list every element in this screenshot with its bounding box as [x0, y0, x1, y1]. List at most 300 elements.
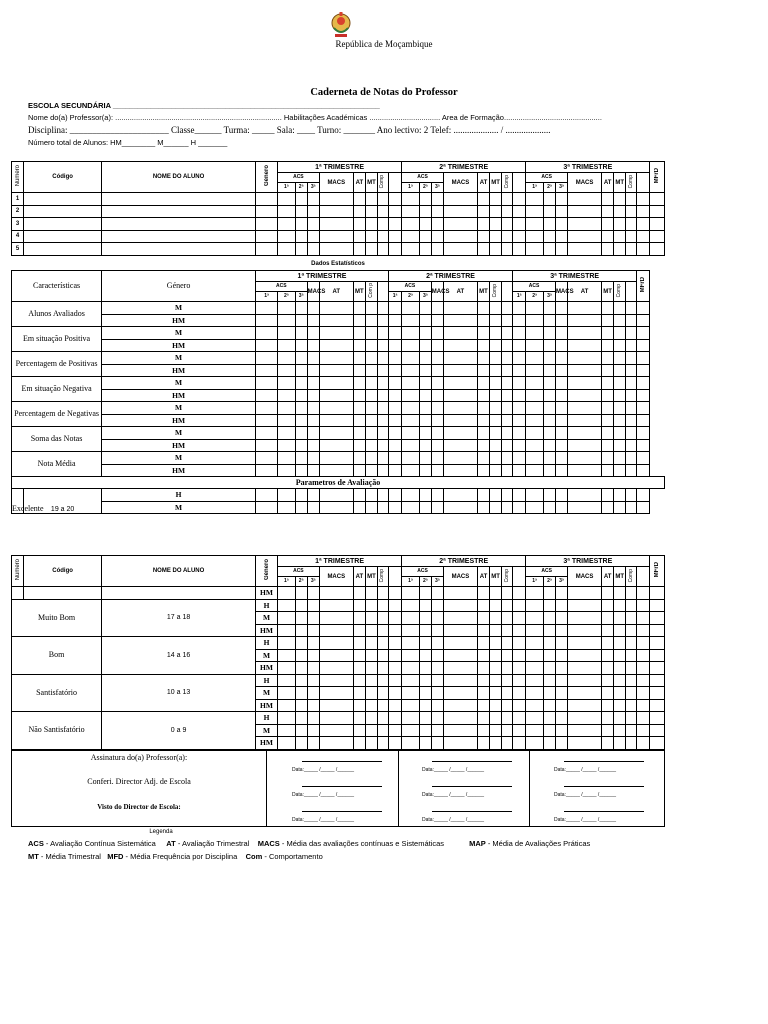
- grade-cell[interactable]: [637, 599, 650, 612]
- grade-cell[interactable]: [555, 637, 567, 650]
- grade-cell[interactable]: [443, 489, 477, 502]
- grade-cell[interactable]: [513, 624, 526, 637]
- grade-cell[interactable]: [307, 502, 319, 514]
- grade-cell[interactable]: [526, 687, 544, 700]
- grade-cell[interactable]: [513, 489, 526, 502]
- grade-cell[interactable]: [365, 364, 377, 377]
- grade-cell[interactable]: [502, 587, 513, 600]
- grade-cell[interactable]: [602, 637, 614, 650]
- grade-cell[interactable]: [568, 737, 602, 750]
- grade-cell[interactable]: [388, 243, 401, 256]
- grade-cell[interactable]: [365, 599, 377, 612]
- grade-cell[interactable]: [377, 712, 388, 725]
- grade-cell[interactable]: [278, 314, 296, 327]
- grade-cell[interactable]: [526, 243, 544, 256]
- grade-cell[interactable]: [626, 712, 637, 725]
- grade-cell[interactable]: [443, 662, 477, 675]
- grade-cell[interactable]: [477, 662, 489, 675]
- grade-cell[interactable]: [307, 414, 319, 427]
- grade-cell[interactable]: [295, 389, 307, 402]
- grade-cell[interactable]: [650, 624, 665, 637]
- grade-cell[interactable]: [388, 230, 401, 243]
- grade-cell[interactable]: [526, 489, 544, 502]
- grade-cell[interactable]: [477, 230, 489, 243]
- grade-cell[interactable]: [490, 464, 502, 477]
- grade-cell[interactable]: [402, 662, 420, 675]
- grade-cell[interactable]: [319, 699, 353, 712]
- grade-cell[interactable]: [543, 624, 555, 637]
- grade-cell[interactable]: [568, 193, 602, 206]
- grade-cell[interactable]: [388, 339, 401, 352]
- grade-cell[interactable]: [307, 452, 319, 465]
- grade-cell[interactable]: [637, 724, 650, 737]
- grade-cell[interactable]: [295, 687, 307, 700]
- grade-cell[interactable]: [431, 302, 443, 315]
- grade-cell[interactable]: [614, 649, 626, 662]
- grade-cell[interactable]: [513, 243, 526, 256]
- grade-cell[interactable]: [477, 389, 489, 402]
- grade-cell[interactable]: [431, 612, 443, 625]
- grade-cell[interactable]: [614, 414, 626, 427]
- grade-cell[interactable]: [626, 230, 637, 243]
- grade-cell[interactable]: [490, 712, 502, 725]
- nome-cell[interactable]: [102, 230, 256, 243]
- grade-cell[interactable]: [555, 314, 567, 327]
- grade-cell[interactable]: [377, 314, 388, 327]
- grade-cell[interactable]: [555, 414, 567, 427]
- grade-cell[interactable]: [568, 314, 602, 327]
- grade-cell[interactable]: [502, 377, 513, 390]
- grade-cell[interactable]: [477, 327, 489, 340]
- grade-cell[interactable]: [443, 327, 477, 340]
- grade-cell[interactable]: [443, 612, 477, 625]
- grade-cell[interactable]: [365, 724, 377, 737]
- grade-cell[interactable]: [568, 674, 602, 687]
- grade-cell[interactable]: [602, 352, 614, 365]
- grade-cell[interactable]: [295, 489, 307, 502]
- grade-cell[interactable]: [402, 502, 420, 514]
- grade-cell[interactable]: [295, 427, 307, 440]
- grade-cell[interactable]: [513, 699, 526, 712]
- grade-cell[interactable]: [278, 699, 296, 712]
- grade-cell[interactable]: [477, 427, 489, 440]
- grade-cell[interactable]: [650, 637, 665, 650]
- grade-cell[interactable]: [295, 674, 307, 687]
- grade-cell[interactable]: [526, 352, 544, 365]
- grade-cell[interactable]: [256, 489, 278, 502]
- grade-cell[interactable]: [526, 464, 544, 477]
- grade-cell[interactable]: [307, 587, 319, 600]
- grade-cell[interactable]: [256, 452, 278, 465]
- grade-cell[interactable]: [419, 427, 431, 440]
- codigo-cell[interactable]: [24, 205, 102, 218]
- grade-cell[interactable]: [402, 737, 420, 750]
- grade-cell[interactable]: [626, 587, 637, 600]
- grade-cell[interactable]: [490, 489, 502, 502]
- grade-cell[interactable]: [295, 587, 307, 600]
- grade-cell[interactable]: [614, 352, 626, 365]
- grade-cell[interactable]: [388, 402, 401, 415]
- grade-cell[interactable]: [637, 737, 650, 750]
- grade-cell[interactable]: [388, 314, 401, 327]
- grade-cell[interactable]: [543, 649, 555, 662]
- grade-cell[interactable]: [513, 364, 526, 377]
- grade-cell[interactable]: [307, 243, 319, 256]
- grade-cell[interactable]: [431, 662, 443, 675]
- grade-cell[interactable]: [443, 243, 477, 256]
- grade-cell[interactable]: [295, 637, 307, 650]
- grade-cell[interactable]: [419, 389, 431, 402]
- grade-cell[interactable]: [477, 489, 489, 502]
- grade-cell[interactable]: [490, 612, 502, 625]
- grade-cell[interactable]: [602, 737, 614, 750]
- grade-cell[interactable]: [614, 218, 626, 231]
- grade-cell[interactable]: [431, 699, 443, 712]
- grade-cell[interactable]: [477, 587, 489, 600]
- grade-cell[interactable]: [568, 612, 602, 625]
- grade-cell[interactable]: [377, 687, 388, 700]
- grade-cell[interactable]: [650, 699, 665, 712]
- grade-cell[interactable]: [626, 737, 637, 750]
- grade-cell[interactable]: [568, 502, 602, 514]
- grade-cell[interactable]: [353, 587, 365, 600]
- grade-cell[interactable]: [526, 218, 544, 231]
- date-field[interactable]: Data:_____ /_____ /______: [422, 767, 484, 773]
- grade-cell[interactable]: [443, 712, 477, 725]
- grade-cell[interactable]: [402, 464, 420, 477]
- grade-cell[interactable]: [502, 464, 513, 477]
- grade-cell[interactable]: [490, 402, 502, 415]
- grade-cell[interactable]: [477, 674, 489, 687]
- grade-cell[interactable]: [637, 243, 650, 256]
- grade-cell[interactable]: [543, 377, 555, 390]
- grade-cell[interactable]: [365, 327, 377, 340]
- grade-cell[interactable]: [431, 193, 443, 206]
- grade-cell[interactable]: [637, 637, 650, 650]
- grade-cell[interactable]: [490, 193, 502, 206]
- grade-cell[interactable]: [388, 599, 401, 612]
- grade-cell[interactable]: [307, 687, 319, 700]
- grade-cell[interactable]: [490, 427, 502, 440]
- grade-cell[interactable]: [602, 389, 614, 402]
- grade-cell[interactable]: [443, 649, 477, 662]
- grade-cell[interactable]: [353, 489, 365, 502]
- grade-cell[interactable]: [307, 699, 319, 712]
- grade-cell[interactable]: [295, 302, 307, 315]
- grade-cell[interactable]: [513, 414, 526, 427]
- grade-cell[interactable]: [377, 364, 388, 377]
- grade-cell[interactable]: [513, 427, 526, 440]
- grade-cell[interactable]: [365, 712, 377, 725]
- grade-cell[interactable]: [388, 699, 401, 712]
- grade-cell[interactable]: [637, 402, 650, 415]
- grade-cell[interactable]: [307, 724, 319, 737]
- grade-cell[interactable]: [419, 624, 431, 637]
- grade-cell[interactable]: [388, 612, 401, 625]
- grade-cell[interactable]: [278, 737, 296, 750]
- grade-cell[interactable]: [614, 489, 626, 502]
- grade-cell[interactable]: [377, 502, 388, 514]
- grade-cell[interactable]: [431, 587, 443, 600]
- grade-cell[interactable]: [568, 402, 602, 415]
- grade-cell[interactable]: [388, 587, 401, 600]
- grade-cell[interactable]: [307, 302, 319, 315]
- grade-cell[interactable]: [543, 674, 555, 687]
- grade-cell[interactable]: [377, 649, 388, 662]
- grade-cell[interactable]: [353, 637, 365, 650]
- grade-cell[interactable]: [637, 662, 650, 675]
- grade-cell[interactable]: [526, 439, 544, 452]
- grade-cell[interactable]: [319, 599, 353, 612]
- grade-cell[interactable]: [307, 218, 319, 231]
- grade-cell[interactable]: [650, 230, 665, 243]
- grade-cell[interactable]: [526, 327, 544, 340]
- grade-cell[interactable]: [555, 193, 567, 206]
- grade-cell[interactable]: [443, 624, 477, 637]
- grade-cell[interactable]: [543, 599, 555, 612]
- grade-cell[interactable]: [513, 687, 526, 700]
- grade-cell[interactable]: [526, 699, 544, 712]
- grade-cell[interactable]: [295, 352, 307, 365]
- grade-cell[interactable]: [443, 637, 477, 650]
- grade-cell[interactable]: [650, 649, 665, 662]
- grade-cell[interactable]: [443, 414, 477, 427]
- grade-cell[interactable]: [419, 737, 431, 750]
- grade-cell[interactable]: [490, 243, 502, 256]
- grade-cell[interactable]: [443, 205, 477, 218]
- grade-cell[interactable]: [278, 327, 296, 340]
- grade-cell[interactable]: [295, 599, 307, 612]
- grade-cell[interactable]: [443, 724, 477, 737]
- grade-cell[interactable]: [256, 364, 278, 377]
- grade-cell[interactable]: [555, 427, 567, 440]
- grade-cell[interactable]: [295, 662, 307, 675]
- grade-cell[interactable]: [443, 314, 477, 327]
- grade-cell[interactable]: [443, 339, 477, 352]
- date-field[interactable]: Data:_____ /_____ /______: [422, 817, 484, 823]
- grade-cell[interactable]: [353, 502, 365, 514]
- grade-cell[interactable]: [419, 377, 431, 390]
- grade-cell[interactable]: [353, 427, 365, 440]
- grade-cell[interactable]: [513, 402, 526, 415]
- grade-cell[interactable]: [568, 352, 602, 365]
- grade-cell[interactable]: [502, 712, 513, 725]
- grade-cell[interactable]: [477, 439, 489, 452]
- grade-cell[interactable]: [568, 364, 602, 377]
- grade-cell[interactable]: [295, 327, 307, 340]
- grade-cell[interactable]: [543, 687, 555, 700]
- grade-cell[interactable]: [614, 230, 626, 243]
- grade-cell[interactable]: [431, 414, 443, 427]
- grade-cell[interactable]: [477, 352, 489, 365]
- grade-cell[interactable]: [307, 712, 319, 725]
- grade-cell[interactable]: [353, 737, 365, 750]
- grade-cell[interactable]: [307, 649, 319, 662]
- grade-cell[interactable]: [650, 218, 665, 231]
- grade-cell[interactable]: [307, 389, 319, 402]
- grade-cell[interactable]: [568, 452, 602, 465]
- grade-cell[interactable]: [543, 339, 555, 352]
- grade-cell[interactable]: [637, 218, 650, 231]
- grade-cell[interactable]: [295, 737, 307, 750]
- grade-cell[interactable]: [419, 402, 431, 415]
- grade-cell[interactable]: [490, 599, 502, 612]
- grade-cell[interactable]: [568, 377, 602, 390]
- grade-cell[interactable]: [377, 737, 388, 750]
- grade-cell[interactable]: [431, 464, 443, 477]
- grade-cell[interactable]: [419, 489, 431, 502]
- grade-cell[interactable]: [650, 193, 665, 206]
- grade-cell[interactable]: [513, 377, 526, 390]
- grade-cell[interactable]: [431, 230, 443, 243]
- grade-cell[interactable]: [614, 377, 626, 390]
- grade-cell[interactable]: [568, 662, 602, 675]
- grade-cell[interactable]: [637, 587, 650, 600]
- grade-cell[interactable]: [626, 205, 637, 218]
- grade-cell[interactable]: [555, 377, 567, 390]
- grade-cell[interactable]: [650, 712, 665, 725]
- grade-cell[interactable]: [295, 464, 307, 477]
- grade-cell[interactable]: [614, 452, 626, 465]
- grade-cell[interactable]: [543, 389, 555, 402]
- grade-cell[interactable]: [650, 599, 665, 612]
- grade-cell[interactable]: [568, 218, 602, 231]
- grade-cell[interactable]: [490, 314, 502, 327]
- grade-cell[interactable]: [568, 389, 602, 402]
- grade-cell[interactable]: [443, 427, 477, 440]
- grade-cell[interactable]: [388, 389, 401, 402]
- grade-cell[interactable]: [555, 439, 567, 452]
- grade-cell[interactable]: [419, 712, 431, 725]
- grade-cell[interactable]: [443, 352, 477, 365]
- grade-cell[interactable]: [502, 218, 513, 231]
- grade-cell[interactable]: [319, 452, 353, 465]
- grade-cell[interactable]: [402, 218, 420, 231]
- grade-cell[interactable]: [502, 339, 513, 352]
- grade-cell[interactable]: [402, 439, 420, 452]
- grade-cell[interactable]: [602, 414, 614, 427]
- grade-cell[interactable]: [650, 724, 665, 737]
- date-field[interactable]: Data:_____ /_____ /______: [292, 817, 354, 823]
- grade-cell[interactable]: [614, 502, 626, 514]
- grade-cell[interactable]: [502, 737, 513, 750]
- grade-cell[interactable]: [278, 377, 296, 390]
- grade-cell[interactable]: [278, 637, 296, 650]
- grade-cell[interactable]: [278, 389, 296, 402]
- grade-cell[interactable]: [568, 439, 602, 452]
- grade-cell[interactable]: [490, 587, 502, 600]
- grade-cell[interactable]: [543, 662, 555, 675]
- grade-cell[interactable]: [319, 587, 353, 600]
- grade-cell[interactable]: [543, 502, 555, 514]
- grade-cell[interactable]: [526, 339, 544, 352]
- grade-cell[interactable]: [477, 193, 489, 206]
- grade-cell[interactable]: [419, 243, 431, 256]
- grade-cell[interactable]: [490, 699, 502, 712]
- nome-cell[interactable]: [102, 243, 256, 256]
- grade-cell[interactable]: [602, 218, 614, 231]
- grade-cell[interactable]: [614, 687, 626, 700]
- grade-cell[interactable]: [295, 724, 307, 737]
- grade-cell[interactable]: [543, 402, 555, 415]
- grade-cell[interactable]: [443, 218, 477, 231]
- grade-cell[interactable]: [256, 464, 278, 477]
- genero-cell[interactable]: [256, 230, 278, 243]
- grade-cell[interactable]: [419, 649, 431, 662]
- grade-cell[interactable]: [319, 205, 353, 218]
- grade-cell[interactable]: [319, 624, 353, 637]
- grade-cell[interactable]: [365, 439, 377, 452]
- grade-cell[interactable]: [388, 218, 401, 231]
- grade-cell[interactable]: [319, 377, 353, 390]
- grade-cell[interactable]: [650, 612, 665, 625]
- grade-cell[interactable]: [307, 352, 319, 365]
- grade-cell[interactable]: [388, 624, 401, 637]
- grade-cell[interactable]: [637, 352, 650, 365]
- grade-cell[interactable]: [526, 377, 544, 390]
- grade-cell[interactable]: [502, 314, 513, 327]
- grade-cell[interactable]: [513, 439, 526, 452]
- grade-cell[interactable]: [543, 712, 555, 725]
- grade-cell[interactable]: [502, 414, 513, 427]
- grade-cell[interactable]: [377, 205, 388, 218]
- grade-cell[interactable]: [568, 687, 602, 700]
- grade-cell[interactable]: [365, 699, 377, 712]
- grade-cell[interactable]: [543, 489, 555, 502]
- grade-cell[interactable]: [388, 637, 401, 650]
- grade-cell[interactable]: [502, 624, 513, 637]
- grade-cell[interactable]: [614, 737, 626, 750]
- grade-cell[interactable]: [443, 687, 477, 700]
- grade-cell[interactable]: [543, 230, 555, 243]
- grade-cell[interactable]: [555, 218, 567, 231]
- grade-cell[interactable]: [419, 612, 431, 625]
- grade-cell[interactable]: [626, 377, 637, 390]
- grade-cell[interactable]: [295, 612, 307, 625]
- grade-cell[interactable]: [490, 452, 502, 465]
- grade-cell[interactable]: [568, 339, 602, 352]
- grade-cell[interactable]: [402, 414, 420, 427]
- grade-cell[interactable]: [353, 439, 365, 452]
- grade-cell[interactable]: [278, 712, 296, 725]
- grade-cell[interactable]: [543, 737, 555, 750]
- grade-cell[interactable]: [614, 364, 626, 377]
- grade-cell[interactable]: [388, 724, 401, 737]
- grade-cell[interactable]: [626, 624, 637, 637]
- codigo-cell[interactable]: [24, 193, 102, 206]
- grade-cell[interactable]: [555, 612, 567, 625]
- grade-cell[interactable]: [278, 624, 296, 637]
- grade-cell[interactable]: [568, 599, 602, 612]
- grade-cell[interactable]: [626, 193, 637, 206]
- grade-cell[interactable]: [568, 699, 602, 712]
- grade-cell[interactable]: [295, 205, 307, 218]
- grade-cell[interactable]: [490, 414, 502, 427]
- grade-cell[interactable]: [319, 339, 353, 352]
- grade-cell[interactable]: [602, 464, 614, 477]
- grade-cell[interactable]: [388, 737, 401, 750]
- grade-cell[interactable]: [365, 737, 377, 750]
- grade-cell[interactable]: [278, 724, 296, 737]
- codigo-cell[interactable]: [24, 230, 102, 243]
- grade-cell[interactable]: [278, 193, 296, 206]
- grade-cell[interactable]: [256, 339, 278, 352]
- grade-cell[interactable]: [650, 687, 665, 700]
- grade-cell[interactable]: [402, 712, 420, 725]
- grade-cell[interactable]: [555, 724, 567, 737]
- grade-cell[interactable]: [626, 218, 637, 231]
- grade-cell[interactable]: [377, 489, 388, 502]
